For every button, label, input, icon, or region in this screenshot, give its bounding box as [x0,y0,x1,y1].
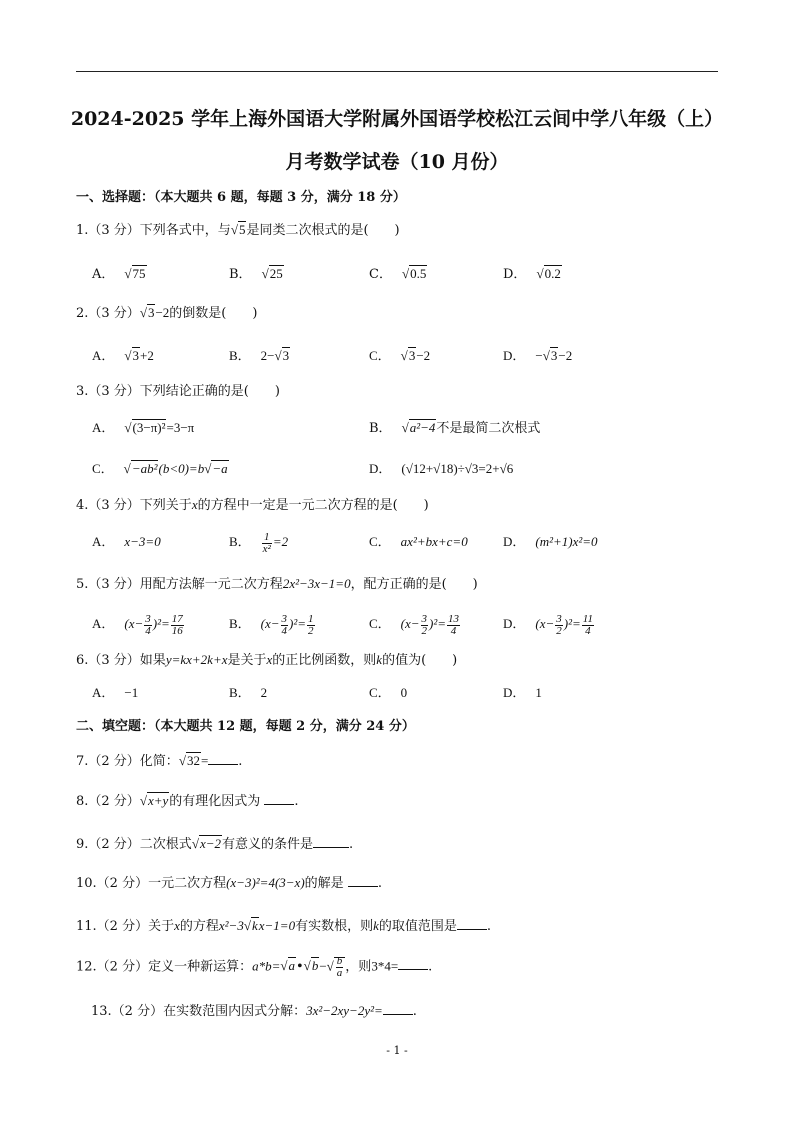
question-2: 2.（3 分）√3−2的倒数是( ) [76,305,258,321]
section-fill-heading: 二、填空题：（本大题共 12 题，每题 2 分，满分 24 分） [76,719,415,734]
question-13: 13.（2 分）在实数范围内因式分解：3x²−2xy−2y²= . [91,1003,417,1019]
question-7: 7.（2 分）化简：√32= . [76,753,243,769]
question-5-options: A． (x− $\frac{3}{4}$ )²= $\frac{17}{16}$ B． (x− $\frac{3}{4}$ )²= $\frac{1}{2}$ C． (x− $\frac{3}{2}$ )²= $\frac{13}{4}$ D． (x− $\frac{3}{2}$ )²= $\frac{11}{4}$ [92,612,593,637]
question-6: 6.（3 分）如果y=kx+2k+x是关于x的正比例函数，则k的值为( ) [76,652,458,668]
question-8: 8.（2 分）√x+y的有理化因式为 . [76,793,299,809]
question-10: 10.（2 分）一元二次方程(x−3)²=4(3−x)的解是 . [76,875,382,891]
question-3: 3.（3 分）下列结论正确的是( ) [76,384,280,399]
question-12: 12.（2 分）定义一种新运算：a*b=√a•√b−√ $\frac{b}{a}$ ，则3*4= . [76,955,433,979]
page-subtitle: 月考数学试卷（10 月份） [285,151,509,173]
section-choice-heading: 一、选择题：（本大题共 6 题，每题 3 分，满分 18 分） [76,190,406,205]
answer-blank[interactable] [398,957,428,970]
answer-blank[interactable] [264,792,294,805]
question-6-options: A． −1 B． 2 C． 0 D． 1 [92,685,542,700]
question-3-options-cd: C． √−ab²(b<0)=b√−a D． (√12+√18)÷√3=2+√6 [92,461,514,476]
question-1-options: A． √75 B． √25 C． √0.5 D． √0.2 [92,266,561,282]
question-5: 5.（3 分）用配方法解一元二次方程2x²−3x−1=0，配方正确的是( ) [76,576,478,592]
question-4-options: A． x−3=0 B． $\frac{1}{\text{x²}}$ =2 C． ax²+bx+c=0 D． (m²+1)x²=0 [92,530,598,555]
question-4: 4.（3 分）下列关于x的方程中一定是一元二次方程的是( ) [76,497,429,513]
question-1: 1.（3 分）下列各式中，与√5是同类二次根式的是( ) [76,222,400,238]
question-2-options: A． √3+2 B． 2−√3 C． √3−2 D． −√3−2 [92,348,573,363]
answer-blank[interactable] [313,835,349,848]
header-rule [76,71,718,72]
page-number: - 1 - [386,1044,408,1057]
answer-blank[interactable] [348,874,378,887]
answer-blank[interactable] [208,752,238,765]
answer-blank[interactable] [383,1002,413,1015]
question-3-options-ab: A． √(3−π)²=3−π B． √a²−4不是最简二次根式 [92,420,541,436]
page-title: 2024-2025 学年上海外国语大学附属外国语学校松江云间中学八年级（上） [70,108,724,130]
answer-blank[interactable] [457,917,487,930]
question-11: 11.（2 分）关于x的方程x²−3√kx−1=0有实数根，则k的取值范围是 . [76,918,492,934]
question-9: 9.（2 分）二次根式√x−2有意义的条件是 . [76,836,354,852]
